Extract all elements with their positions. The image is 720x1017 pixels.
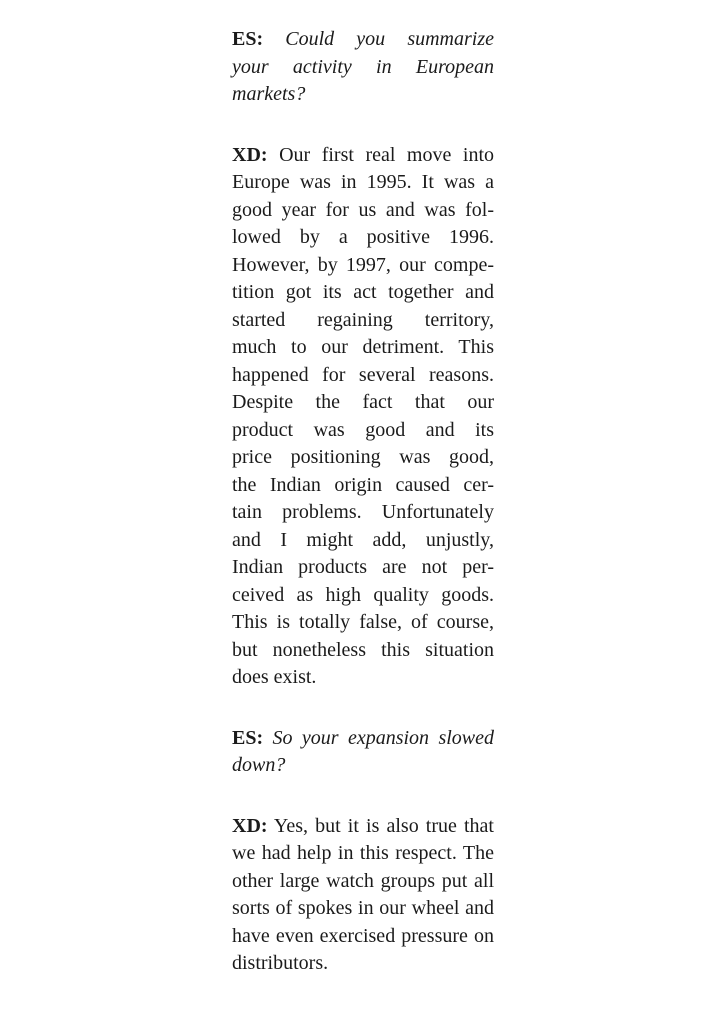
text-line xyxy=(232,26,494,54)
text-line xyxy=(232,895,494,923)
text-line xyxy=(232,813,494,841)
text-line xyxy=(232,752,494,780)
text-line xyxy=(232,499,494,527)
line-text: does exist. xyxy=(232,666,317,688)
line-text: price positioning was good, xyxy=(232,446,494,468)
text-line xyxy=(232,840,494,868)
line-text: Yes, but it is also true that xyxy=(273,814,494,837)
text-line xyxy=(232,923,494,951)
line-text: So your expansion slowed xyxy=(272,726,494,749)
text-line xyxy=(232,169,494,197)
line-text: your activity in European xyxy=(232,55,494,78)
text-line xyxy=(232,224,494,252)
interview-paragraph-answer xyxy=(232,142,494,692)
text-line xyxy=(232,582,494,610)
speaker-label: ES: xyxy=(232,726,264,749)
text-line xyxy=(232,664,494,692)
line-text: and I might add, unjustly, xyxy=(232,528,494,551)
line-text: sorts of spokes in our wheel and xyxy=(232,897,494,919)
text-line xyxy=(232,950,494,978)
text-line xyxy=(232,609,494,637)
line-text: ceived as high quality goods. xyxy=(232,583,494,606)
line-text: Indian products are not per- xyxy=(232,556,494,578)
text-line xyxy=(232,362,494,390)
speaker-label: XD: xyxy=(232,143,268,166)
text-line xyxy=(232,472,494,500)
text-line xyxy=(232,252,494,280)
line-text: but nonetheless this situation xyxy=(232,638,494,661)
line-text: distributors. xyxy=(232,952,329,974)
line-text: the Indian origin caused cer- xyxy=(232,473,494,496)
text-line xyxy=(232,197,494,225)
line-text: However, by 1997, our compe- xyxy=(232,253,494,276)
line-text: Could you summarize xyxy=(285,28,494,50)
text-line xyxy=(232,527,494,555)
line-text: started regaining territory, xyxy=(232,308,494,331)
interview-paragraph-question xyxy=(232,26,494,109)
text-line xyxy=(232,725,494,753)
line-text: we had help in this respect. The xyxy=(232,842,494,864)
text-line xyxy=(232,554,494,582)
text-line xyxy=(232,81,494,109)
line-text: tition got its act together and xyxy=(232,281,494,303)
line-text: This is totally false, of course, xyxy=(232,611,494,633)
text-line xyxy=(232,417,494,445)
line-text: happened for several reasons. xyxy=(232,363,494,386)
interview-column xyxy=(232,26,494,978)
line-text: other large watch groups put all xyxy=(232,869,494,892)
speaker-label: XD: xyxy=(232,814,268,837)
line-text: tain problems. Unfortunately xyxy=(232,501,494,523)
interview-paragraph-question xyxy=(232,725,494,780)
text-line xyxy=(232,54,494,82)
text-line xyxy=(232,142,494,170)
text-line xyxy=(232,334,494,362)
line-text: good year for us and was fol- xyxy=(232,198,494,221)
line-text: Our first real move into xyxy=(279,143,495,166)
line-text: down? xyxy=(232,754,286,776)
text-line xyxy=(232,444,494,472)
text-line xyxy=(232,637,494,665)
speaker-label: ES: xyxy=(232,28,264,50)
line-text: Despite the fact that our xyxy=(232,391,494,413)
line-text: much to our detriment. This xyxy=(232,336,494,358)
line-text: have even exercised pressure on xyxy=(232,924,494,947)
line-text: Europe was in 1995. It was a xyxy=(232,171,494,193)
interview-paragraph-answer xyxy=(232,813,494,978)
text-line xyxy=(232,307,494,335)
text-line xyxy=(232,389,494,417)
text-line xyxy=(232,868,494,896)
text-line xyxy=(232,279,494,307)
line-text: markets? xyxy=(232,83,306,105)
line-text: lowed by a positive 1996. xyxy=(232,226,494,248)
line-text: product was good and its xyxy=(232,418,494,441)
